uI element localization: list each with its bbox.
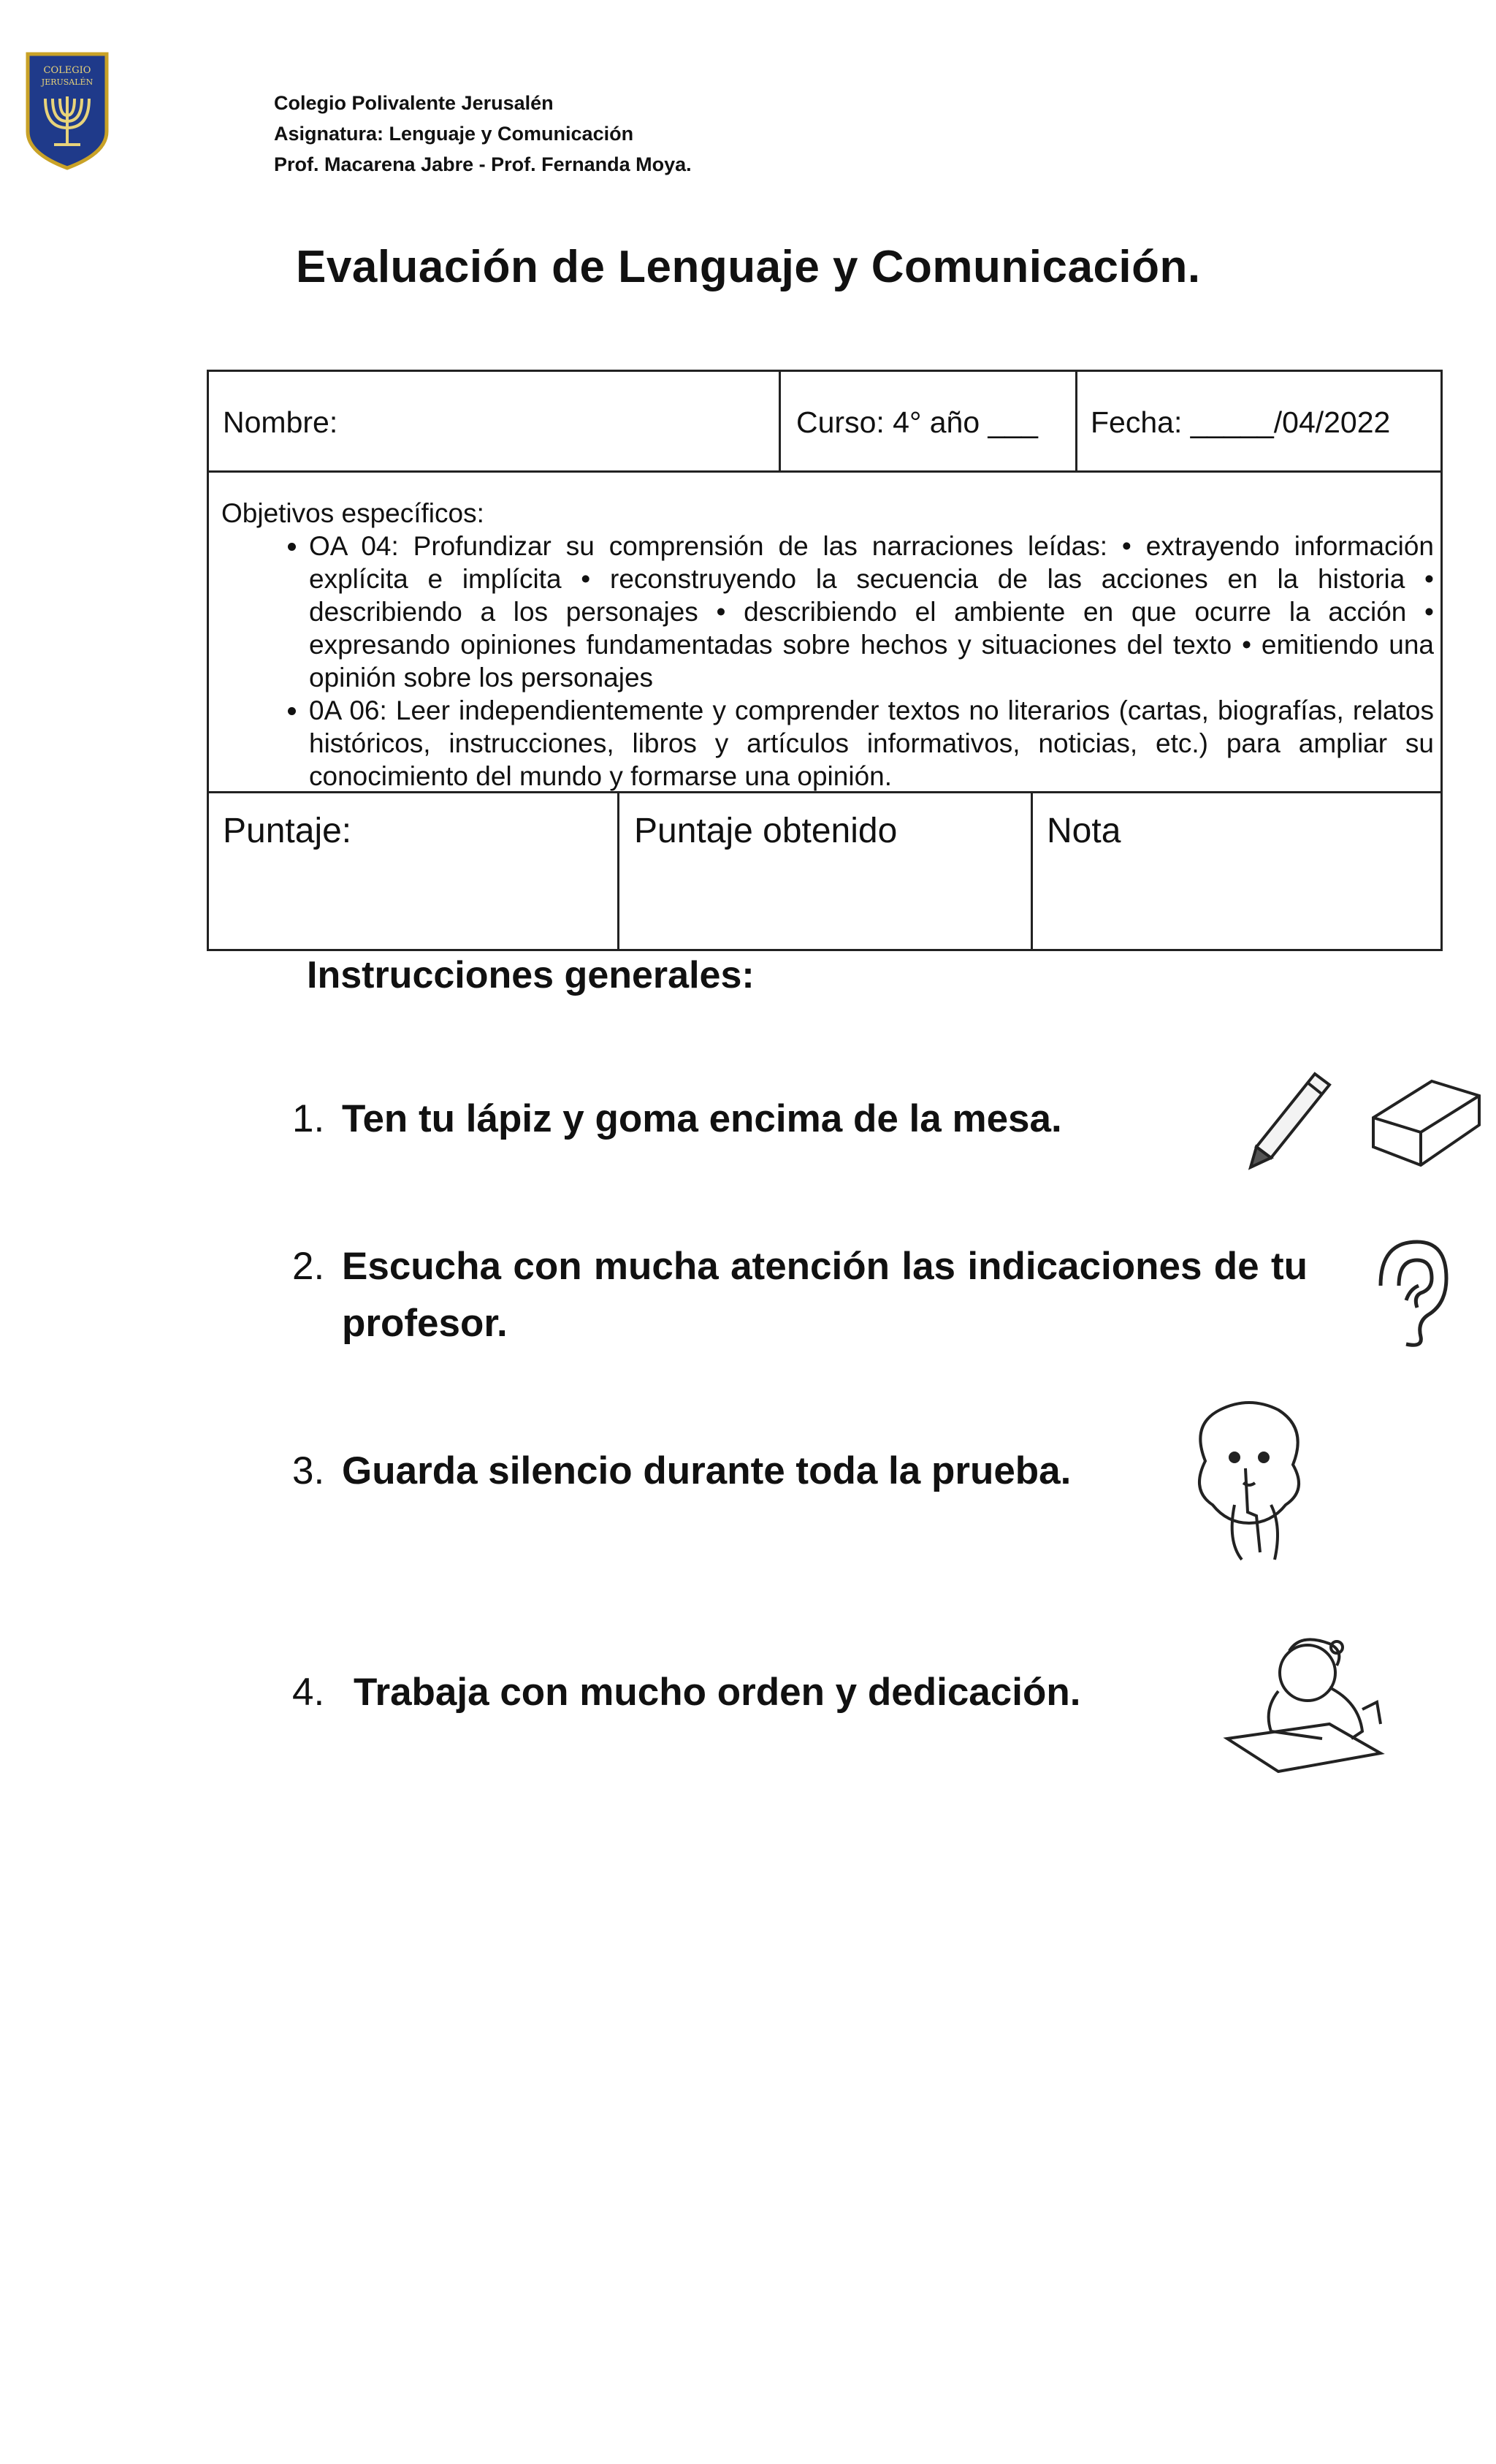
silence-child-icon — [1183, 1395, 1315, 1567]
table-divider — [1031, 791, 1033, 951]
instruction-item — [292, 1238, 1308, 1352]
instruction-number: 3. — [292, 1449, 325, 1492]
instruction-text: Ten tu lápiz y goma encima de la mesa. — [342, 1097, 1062, 1140]
table-divider — [617, 791, 619, 951]
table-divider — [779, 370, 781, 472]
writing-child-icon — [1220, 1629, 1388, 1779]
instruction-text: Trabaja con mucho orden y dedicación. — [354, 1671, 1081, 1714]
table-divider — [1075, 370, 1077, 472]
objective-item: • OA 04: Profundizar su comprensión de las narraciones leídas: • extrayendo información explícita e implícita • reconstruyendo la secuencia de las acciones en la historia • describiendo a los personajes • describiendo el ambiente en que ocurre la acción • expresando opiniones fundamentadas sobre hechos y situaciones del texto • emitiendo una opinión sobre los personajes — [309, 530, 1434, 694]
nombre-field[interactable]: Nombre: — [223, 405, 338, 439]
instruction-item — [292, 1443, 1308, 1500]
fecha-field[interactable]: Fecha: _____/04/2022 — [1091, 405, 1391, 439]
instruction-number: 2. — [292, 1245, 325, 1288]
svg-text:JERUSALÉN: JERUSALÉN — [41, 77, 94, 87]
school-header — [274, 88, 692, 180]
instruction-text: Escucha con mucha atención las indicaciones de tu profesor. — [342, 1245, 1308, 1345]
nota-field[interactable]: Nota — [1047, 812, 1121, 850]
table-divider — [207, 470, 1443, 473]
instruction-item — [292, 1664, 1308, 1721]
ear-icon — [1366, 1235, 1454, 1355]
teachers-line: Prof. Macarena Jabre - Prof. Fernanda Moya. — [274, 153, 692, 175]
subject-line: Asignatura: Lenguaje y Comunicación — [274, 123, 634, 145]
objective-item: • 0A 06: Leer independientemente y comprender textos no literarios (cartas, biografías, relatos históricos, instrucciones, libros y artículos informativos, noticias, etc.) para ampliar su conocimiento del mundo y formarse una opinión. — [309, 694, 1434, 793]
instructions-title: Instrucciones generales: — [307, 954, 755, 996]
puntaje-obtenido-field[interactable]: Puntaje obtenido — [634, 812, 898, 850]
pencil-eraser-icon — [1234, 1037, 1490, 1187]
instruction-text: Guarda silencio durante toda la prueba. — [342, 1449, 1072, 1492]
instruction-number: 4. — [292, 1671, 325, 1714]
instruction-number: 1. — [292, 1097, 325, 1140]
objectives-section — [221, 497, 1434, 793]
svg-text:COLEGIO: COLEGIO — [43, 65, 91, 76]
objectives-label: Objetivos específicos: — [221, 498, 484, 528]
instruction-item — [292, 1091, 1308, 1148]
school-name: Colegio Polivalente Jerusalén — [274, 92, 554, 114]
puntaje-field[interactable]: Puntaje: — [223, 812, 352, 850]
curso-field[interactable]: Curso: 4° año ___ — [796, 405, 1038, 439]
exam-title: Evaluación de Lenguaje y Comunicación. — [296, 242, 1201, 292]
school-crest-logo — [23, 51, 111, 172]
